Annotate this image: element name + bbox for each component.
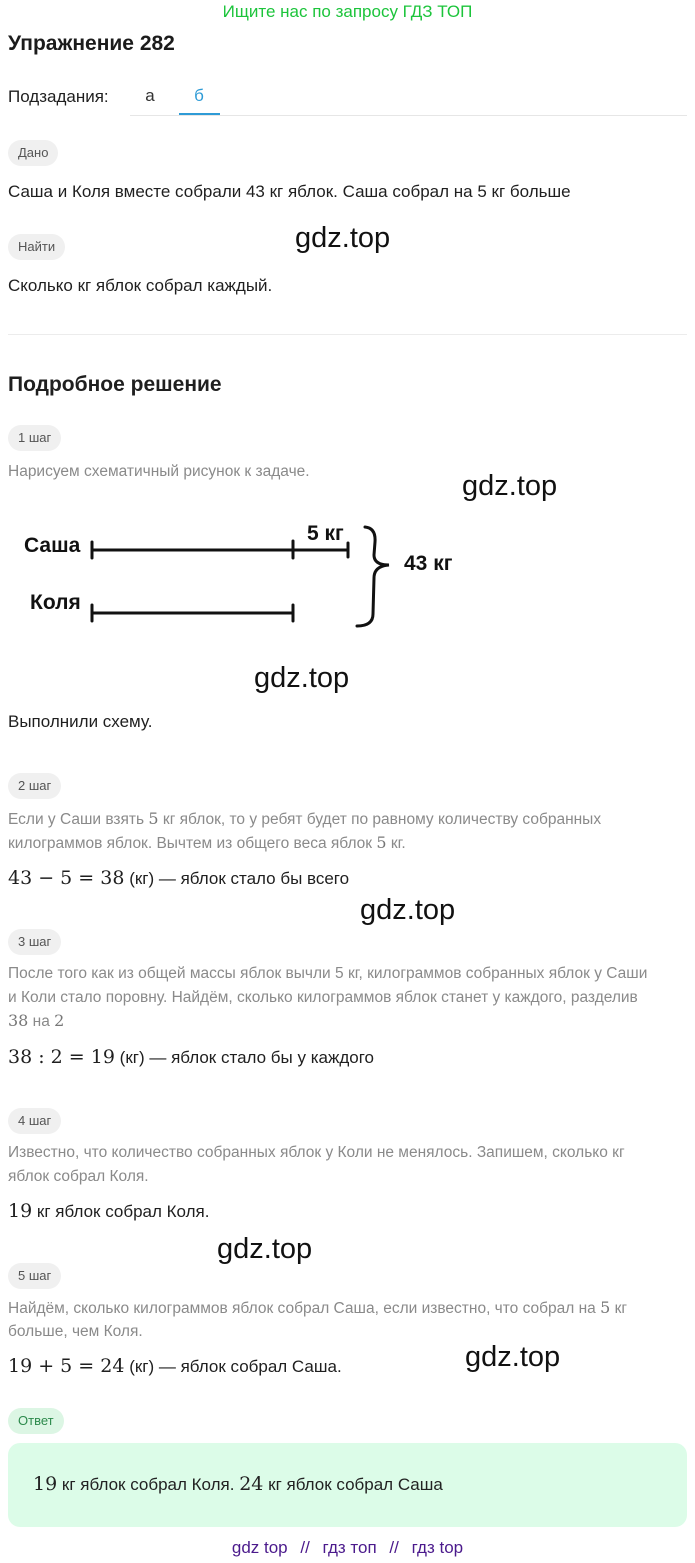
footer-link[interactable]: гдз топ (322, 1538, 377, 1557)
step-2-desc-number: 5 (376, 833, 387, 852)
step-3-desc-number: 2 (54, 1011, 65, 1030)
step-2-desc-part: кг яблок, то у ребят будет по равному количеству собранных (162, 811, 602, 828)
step-1-desc: Нарисуем схематичный рисунок к задаче. (8, 463, 310, 480)
step-3-desc-number: 38 (8, 1011, 29, 1030)
step-5-desc-part: Найдём, сколько килограммов яблок собрал Саша, если известно, что собрал на (8, 1300, 596, 1317)
step-3-result: (кг) — яблок стало бы у каждого (119, 1048, 375, 1067)
watermark: gdz.top (465, 1341, 561, 1373)
step-5-desc-part: кг (614, 1300, 628, 1317)
diagram-label-total: 43 кг (404, 552, 453, 575)
step-5-desc-number: 5 (600, 1298, 611, 1317)
answer-number: 24 (239, 1473, 264, 1495)
answer-pill: Ответ (8, 1408, 64, 1434)
step-3-desc-part: на (32, 1013, 50, 1030)
watermark: gdz.top (295, 222, 391, 254)
step-2-desc-line1 (8, 807, 601, 832)
subtasks-label: Подзадания: (8, 87, 109, 106)
step-5-equation (8, 1355, 342, 1377)
footer-separator: // (300, 1538, 310, 1557)
step-2-pill: 2 шаг (8, 773, 61, 799)
given-pill: Дано (8, 140, 58, 166)
tabs-divider (130, 115, 687, 116)
step-5-desc-line2: больше, чем Коля. (8, 1323, 143, 1340)
watermark: gdz.top (462, 470, 558, 502)
find-text: Сколько кг яблок собрал каждый. (8, 276, 273, 295)
footer-links (0, 1538, 695, 1558)
step-4-math: 19 (8, 1200, 33, 1222)
solution-title: Подробное решение (8, 373, 222, 396)
watermark: gdz.top (254, 662, 350, 694)
answer-number: 19 (33, 1473, 58, 1495)
step-3-math: 38 : 2 = 19 (8, 1046, 115, 1068)
step-2-desc-part: Если у Саши взять (8, 811, 145, 828)
scheme-diagram (0, 510, 500, 640)
section-divider (8, 334, 687, 335)
promo-banner[interactable]: Ищите нас по запросу ГДЗ ТОП (222, 2, 473, 21)
step-2-desc-number: 5 (148, 809, 159, 828)
step-2-result: (кг) — яблок стало бы всего (129, 869, 350, 888)
tab-subtask-b[interactable]: б (194, 86, 204, 105)
footer-link[interactable]: гдз top (411, 1538, 464, 1557)
step-5-math: 19 + 5 = 24 (8, 1355, 125, 1377)
step-2-desc-part: кг. (390, 835, 406, 852)
find-pill: Найти (8, 234, 65, 260)
given-text: Саша и Коля вместе собрали 43 кг яблок. Саша собрал на 5 кг больше (8, 182, 571, 201)
step-2-math: 43 − 5 = 38 (8, 867, 125, 889)
step-3-pill: 3 шаг (8, 929, 61, 955)
diagram-label-kolya: Коля (30, 591, 81, 614)
step-1-result: Выполнили схему. (8, 712, 153, 731)
step-4-desc-line1: Известно, что количество собранных яблок у Коли не менялось. Запишем, сколько кг (8, 1144, 625, 1161)
step-5-desc-line1 (8, 1296, 627, 1321)
step-3-equation (8, 1046, 374, 1068)
answer-part: кг яблок собрал Коля. (61, 1475, 235, 1494)
answer-text (33, 1473, 443, 1495)
answer-part: кг яблок собрал Саша (268, 1475, 443, 1494)
step-4-result: кг яблок собрал Коля. (36, 1202, 210, 1221)
diagram-label-sasha: Саша (24, 534, 81, 557)
step-1-pill: 1 шаг (8, 425, 61, 451)
footer-link[interactable]: gdz top (231, 1538, 288, 1557)
step-4-pill: 4 шаг (8, 1108, 61, 1134)
tab-subtask-a[interactable]: а (145, 86, 155, 105)
total-brace (357, 527, 389, 626)
step-4-desc-line2: яблок собрал Коля. (8, 1168, 149, 1185)
step-4-equation (8, 1200, 209, 1222)
diagram-label-extra: 5 кг (307, 522, 344, 545)
step-3-desc-line2: и Коли стало поровну. Найдём, сколько килограммов яблок станет у каждого, разделив (8, 989, 638, 1006)
step-5-pill: 5 шаг (8, 1263, 61, 1289)
step-3-desc-line3 (8, 1009, 64, 1034)
page-title: Упражнение 282 (8, 32, 175, 55)
step-2-desc-part: килограммов яблок. Вычтем из общего веса яблок (8, 835, 373, 852)
footer-separator: // (389, 1538, 399, 1557)
watermark: gdz.top (217, 1233, 313, 1265)
active-tab-indicator (179, 113, 220, 115)
step-3-desc-line1: После того как из общей массы яблок вычли 5 кг, килограммов собранных яблок у Саши (8, 965, 648, 982)
diagram-lines (0, 510, 500, 640)
step-5-result: (кг) — яблок собрал Саша. (129, 1357, 342, 1376)
watermark: gdz.top (360, 894, 456, 926)
step-2-equation (8, 867, 349, 889)
step-2-desc-line2 (8, 831, 406, 856)
